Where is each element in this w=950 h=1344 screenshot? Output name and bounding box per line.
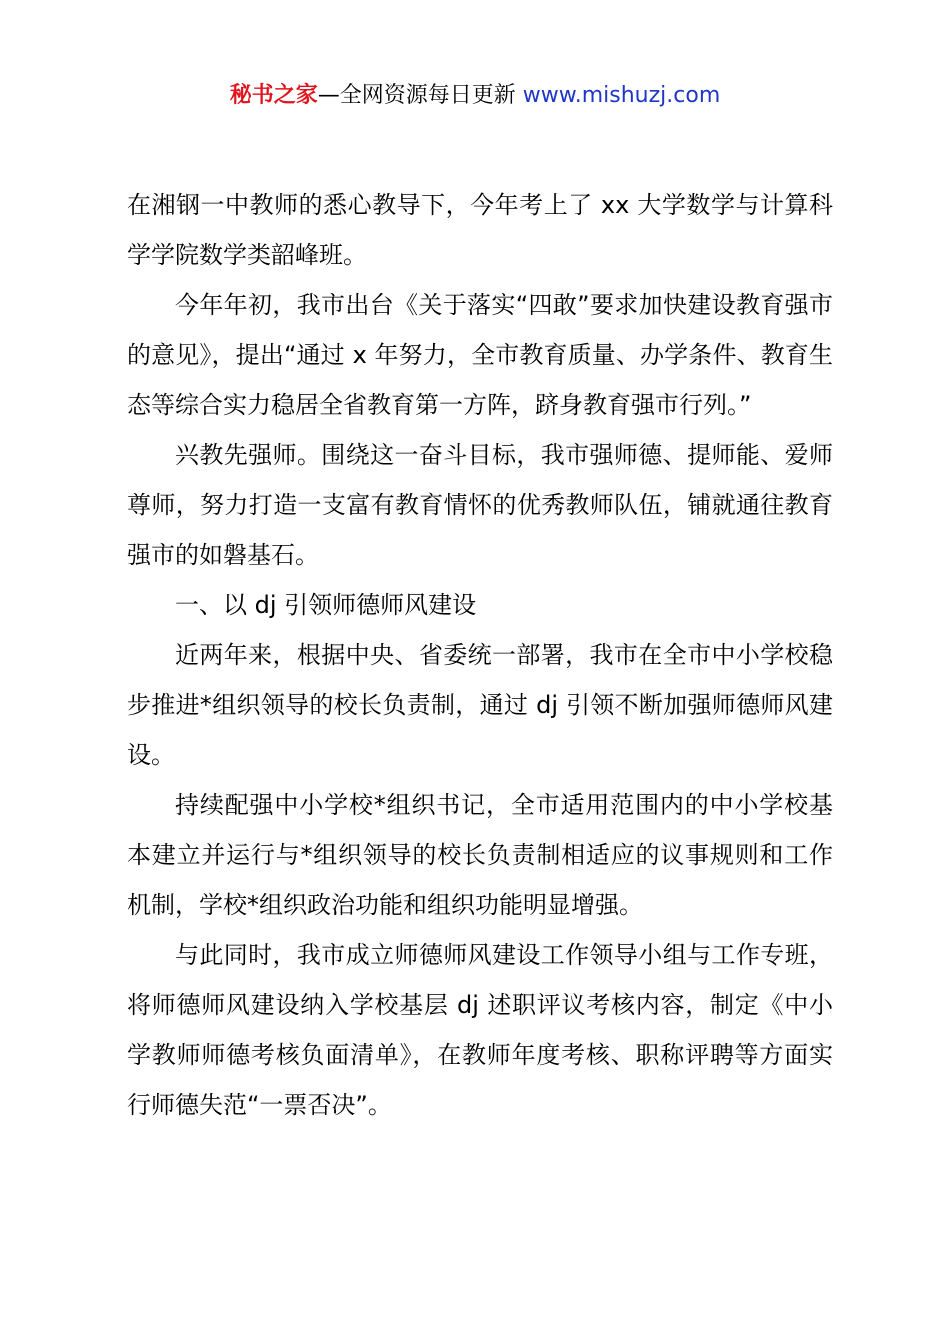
paragraph: 与此同时，我市成立师德师风建设工作领导小组与工作专班，将师德师风建设纳入学校基层 dj 述职评议考核内容，制定《中小学教师师德考核负面清单》，在教师年度考核、职称评聘等方面实行师德失范“一票否决”。: [127, 941, 833, 1119]
document-body: [127, 180, 833, 1130]
site-tagline: —全网资源每日更新: [317, 83, 516, 108]
site-url-link[interactable]: www.mishuzj.com: [522, 83, 721, 108]
paragraph: 持续配强中小学校*组织书记，全市适用范围内的中小学校基本建立并运行与*组织领导的校长负责制相适应的议事规则和工作机制，学校*组织政治功能和组织功能明显增强。: [127, 791, 833, 919]
paragraph: 兴教先强师。围绕这一奋斗目标，我市强师德、提师能、爱师尊师，努力打造一支富有教育情怀的优秀教师队伍，铺就通往教育强市的如磐基石。: [127, 441, 833, 569]
paragraph-continuation: 在湘钢一中教师的悉心教导下，今年考上了 xx 大学数学与计算科学学院数学类韶峰班。: [127, 191, 833, 269]
section-heading: 一、以 dj 引领师德师风建设: [175, 591, 477, 619]
site-brand: 秘书之家: [229, 83, 318, 108]
page-header: [0, 80, 950, 112]
paragraph: 近两年来，根据中央、省委统一部署，我市在全市中小学校稳步推进*组织领导的校长负责制，通过 dj 引领不断加强师德师风建设。: [127, 641, 833, 769]
paragraph: 今年年初，我市出台《关于落实“四敢”要求加快建设教育强市的意见》，提出“通过 x 年努力，全市教育质量、办学条件、教育生态等综合实力稳居全省教育第一方阵，跻身教育强市行列。”: [127, 291, 833, 419]
